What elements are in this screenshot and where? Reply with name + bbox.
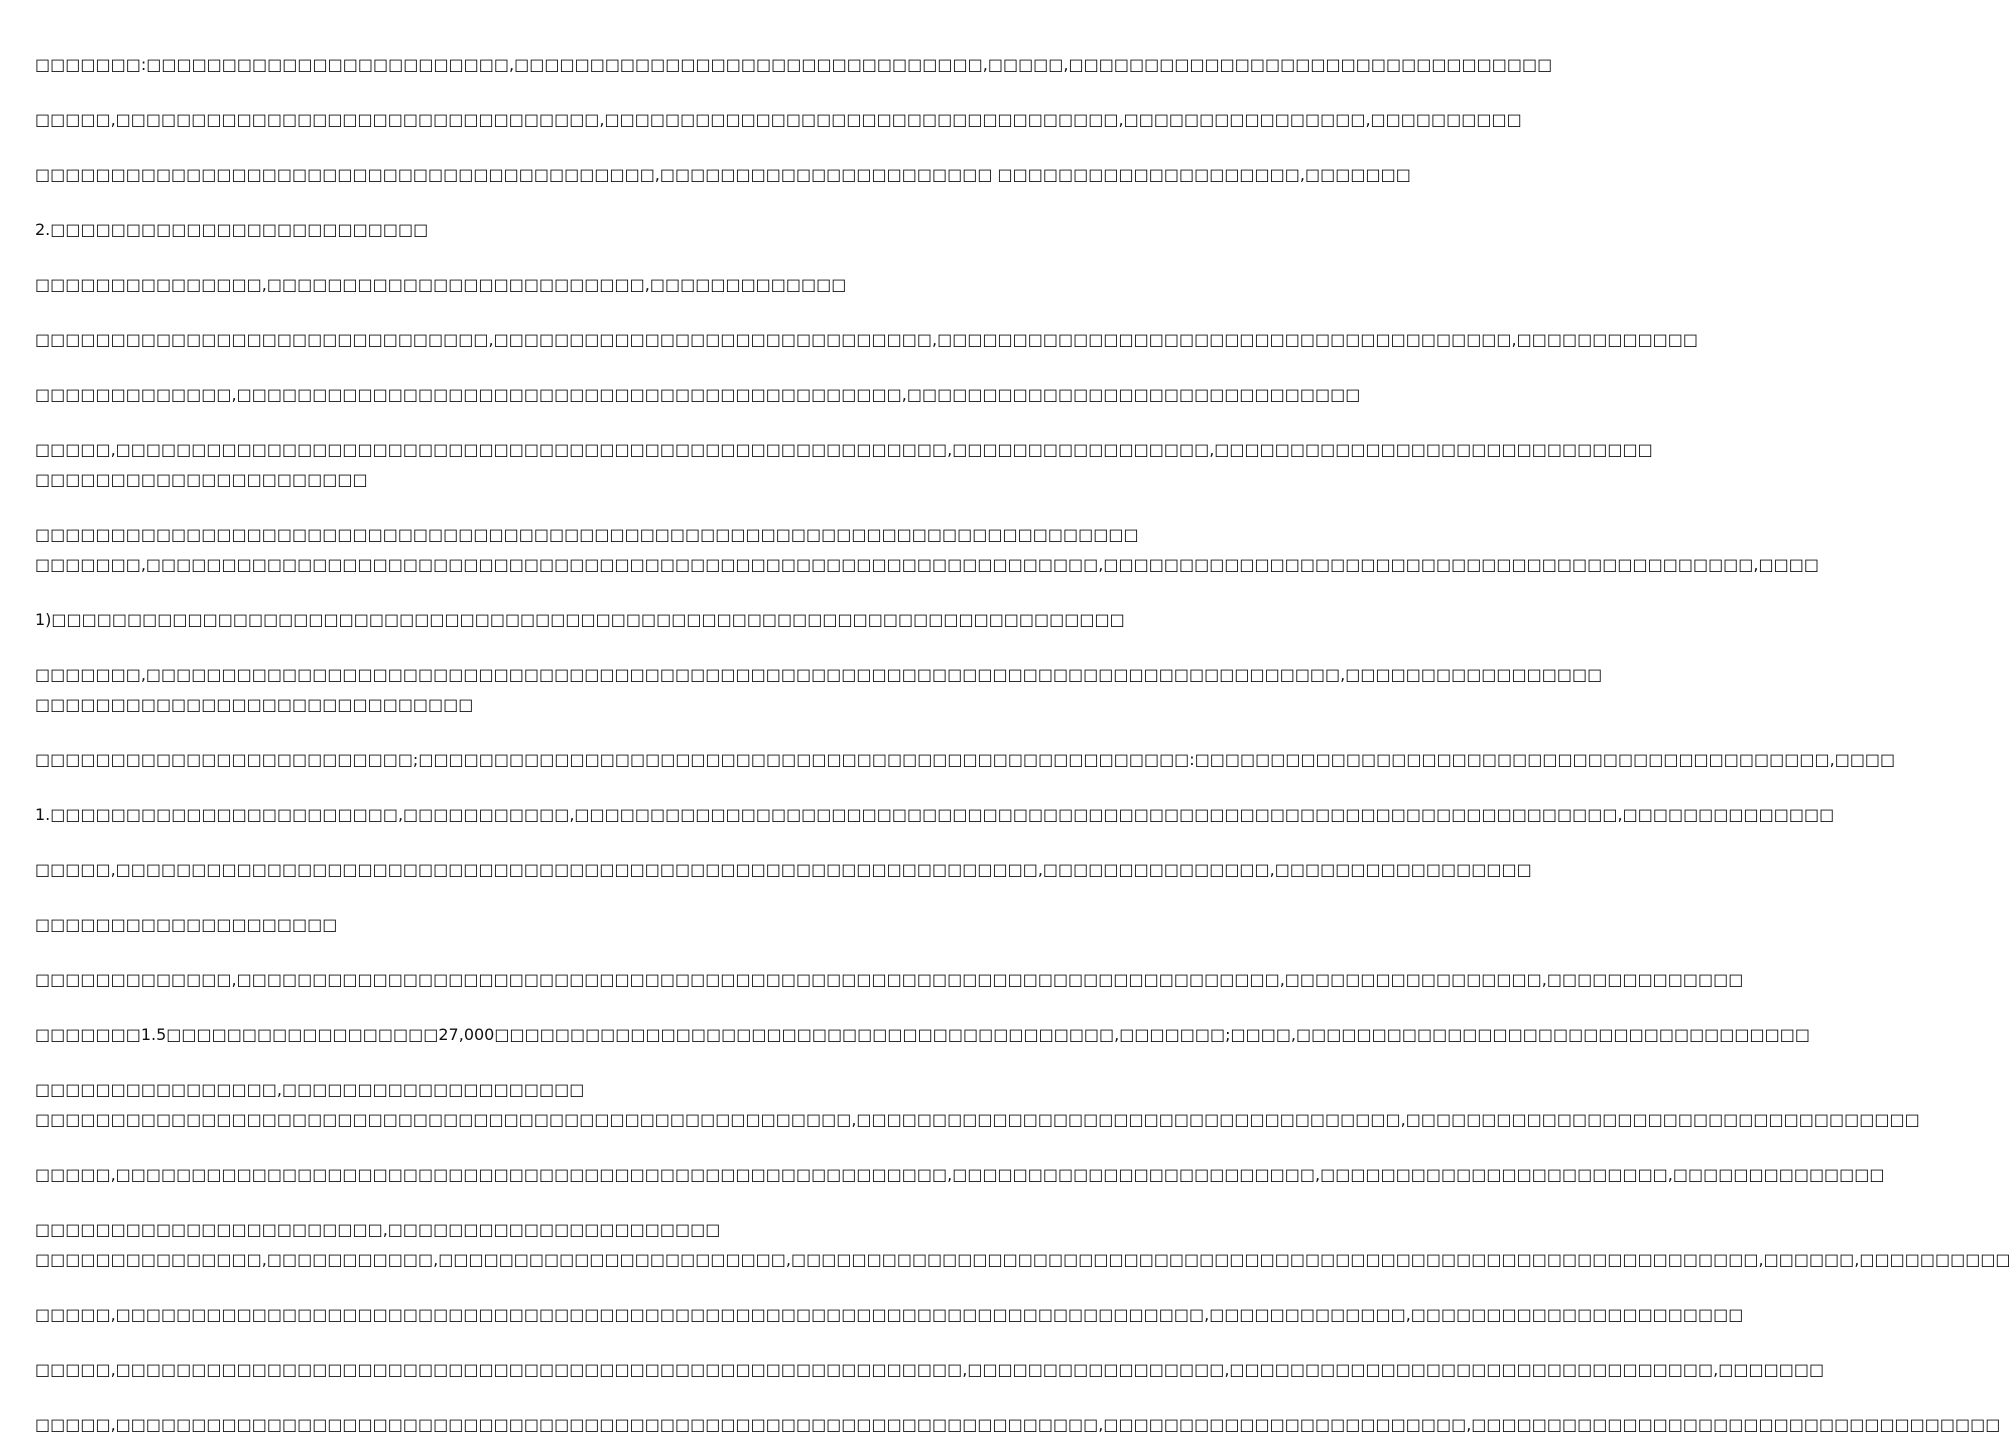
text-line: □□□□□□□□□□□□□□□□□□□□□□□□□□□□□□□□□□□□□□□□□□□□□□□□□□□□□□,□□□□□□□□□□□□□□□□□□□□□□□□□□□□□□□□□□□□,□□□□□□□□□□□□□□□□□□□□□□□□□□□□□□□□□□: [35, 1110, 1920, 1129]
text-line: □□□□□,□□□□□□□□□□□□□□□□□□□□□□□□□□□□□□□□□□□□□□□□□□□□□□□□□□□□□□□,□□□□□□□□□□□□□□□□□□□□□□□□,□□□□□□□□□□□□□□□□□□□□□□□,□□□□□□□□□□□□□□: [35, 1165, 1885, 1184]
text-line: □□□□□□□□□□□□□□□□□□□□□□: [35, 470, 368, 489]
text-line: □□□□□,□□□□□□□□□□□□□□□□□□□□□□□□□□□□□□□□□□□□□□□□□□□□□□□□□□□□□□□□,□□□□□□□□□□□□□□□□□,□□□□□□□□□□□□□□□□□□□□□□□□□□□□□□□□,□□□□□□□: [35, 1360, 1825, 1379]
text-line: □□□□□,□□□□□□□□□□□□□□□□□□□□□□□□□□□□□□□□□□□□□□□□□□□□□□□□□□□□□□□□□□□□□,□□□□□□□□□□□□□□□,□□□□□□□□□□□□□□□□□: [35, 860, 1532, 879]
text-line: □□□□□□□,□□□□□□□□□□□□□□□□□□□□□□□□□□□□□□□□□□□□□□□□□□□□□□□□□□□□□□□□□□□□□□□□□□□□□□□□□□□□□□□,□□□□□□□□□□□□□□□□□: [35, 665, 1603, 684]
text-line: □□□□□□□□□□□□□□□□□□□□□□□□□□□□□: [35, 695, 474, 714]
text-line: □□□□□□□□□□□□□□□□,□□□□□□□□□□□□□□□□□□□□: [35, 1080, 585, 1099]
list-item: 1.□□□□□□□□□□□□□□□□□□□□□□□,□□□□□□□□□□□,□□□□□□□□□□□□□□□□□□□□□□□□□□□□□□□□□□□□□□□□□□□□□□□□□□□□□□□□□□□□□□□□□□□□□,□□□□□□□□□□□□□□: [35, 805, 1835, 824]
list-item: 1)□□□□□□□□□□□□□□□□□□□□□□□□□□□□□□□□□□□□□□□□□□□□□□□□□□□□□□□□□□□□□□□□□□□□□□□: [35, 610, 1125, 629]
text-line: □□□□□□□:□□□□□□□□□□□□□□□□□□□□□□□□,□□□□□□□□□□□□□□□□□□□□□□□□□□□□□□□,□□□□□,□□□□□□□□□□□□□□□□□□□□□□□□□□□□□□□□: [35, 55, 1553, 74]
text-line: □□□□□□□□□□□□□□□□□□□□□□□□□□□□□□□□□□□□□□□□□,□□□□□□□□□□□□□□□□□□□□□□ □□□□□□□□□□□□□□□□□□□□,□□□□□□□: [35, 165, 1411, 184]
text-line: □□□□□,□□□□□□□□□□□□□□□□□□□□□□□□□□□□□□□□□□□□□□□□□□□□□□□□□□□□□□□□□□□□□□□□□,□□□□□□□□□□□□□□□□□□□□□□□□,□□□□□□□□□□□□□□□□□□□□□□□□□□□□□□□□□□□: [35, 1415, 2001, 1434]
text-line: □□□□□□□□□□□□□□□□□□□□□□□,□□□□□□□□□□□□□□□□□□□□□□: [35, 1220, 721, 1239]
text-line: □□□□□□□□□□□□□□□□□□□□□□□□□;□□□□□□□□□□□□□□□□□□□□□□□□□□□□□□□□□□□□□□□□□□□□□□□□□□□:□□□□□□□□□□□□□□□□□□□□□□□□□□□□□□□□□□□□□□□□□□,□□□□: [35, 750, 1896, 769]
text-line: □□□□□,□□□□□□□□□□□□□□□□□□□□□□□□□□□□□□□□□□□□□□□□□□□□□□□□□□□□□□□□□□□□□□□□□□□□□□□□,□□□□□□□□□□□□□,□□□□□□□□□□□□□□□□□□□□□□: [35, 1305, 1744, 1324]
document-page: [35, 54, 2011, 1436]
text-line: □□□□□,□□□□□□□□□□□□□□□□□□□□□□□□□□□□□□□□,□□□□□□□□□□□□□□□□□□□□□□□□□□□□□□□□□□,□□□□□□□□□□□□□□□□,□□□□□□□□□□: [35, 110, 1522, 129]
text-line: □□□□□□□□□□□□□,□□□□□□□□□□□□□□□□□□□□□□□□□□□□□□□□□□□□□□□□□□□□,□□□□□□□□□□□□□□□□□□□□□□□□□□□□□□: [35, 385, 1361, 404]
text-line: □□□□□□□□□□□□□□□□□□□□□□□□□□□□□□□□□□□□□□□□□□□□□□□□□□□□□□□□□□□□□□□□□□□□□□□□□: [35, 525, 1139, 544]
text-line: □□□□□□□□□□□□□□□,□□□□□□□□□□□,□□□□□□□□□□□□□□□□□□□□□□□,□□□□□□□□□□□□□□□□□□□□□□□□□□□□□□□□□□□□□□□□□□□□□□□□□□□□□□□□□□□□□□□□,□□□□□□,□□□□□□□□□□: [35, 1250, 2011, 1269]
text-line: □□□□□□□□□□□□□□□,□□□□□□□□□□□□□□□□□□□□□□□□□,□□□□□□□□□□□□□: [35, 275, 847, 294]
section-heading: 2.□□□□□□□□□□□□□□□□□□□□□□□□□: [35, 220, 429, 239]
text-line: □□□□□□□□□□□□□,□□□□□□□□□□□□□□□□□□□□□□□□□□□□□□□□□□□□□□□□□□□□□□□□□□□□□□□□□□□□□□□□□□□□□,□□□□□□□□□□□□□□□□□,□□□□□□□□□□□□□: [35, 970, 1744, 989]
text-line: □□□□□,□□□□□□□□□□□□□□□□□□□□□□□□□□□□□□□□□□□□□□□□□□□□□□□□□□□□□□□,□□□□□□□□□□□□□□□□□,□□□□□□□□□□□□□□□□□□□□□□□□□□□□□: [35, 440, 1653, 459]
text-line: □□□□□□□□□□□□□□□□□□□□□□□□□□□□□□,□□□□□□□□□□□□□□□□□□□□□□□□□□□□□,□□□□□□□□□□□□□□□□□□□□□□□□□□□□□□□□□□□□□□,□□□□□□□□□□□□: [35, 330, 1699, 349]
text-line: □□□□□□□,□□□□□□□□□□□□□□□□□□□□□□□□□□□□□□□□□□□□□□□□□□□□□□□□□□□□□□□□□□□□□□□,□□□□□□□□□□□□□□□□□□□□□□□□□□□□□□□□□□□□□□□□□□□,□□□□: [35, 555, 1819, 574]
text-line: □□□□□□□□□□□□□□□□□□□□: [35, 915, 338, 934]
text-line: □□□□□□□1.5□□□□□□□□□□□□□□□□□□27,000□□□□□□□□□□□□□□□□□□□□□□□□□□□□□□□□□□□□□□□□□,□□□□□□□;□□□□,□□□□□□□□□□□□□□□□□□□□□□□□□□□□□□□□□□: [35, 1025, 1810, 1044]
